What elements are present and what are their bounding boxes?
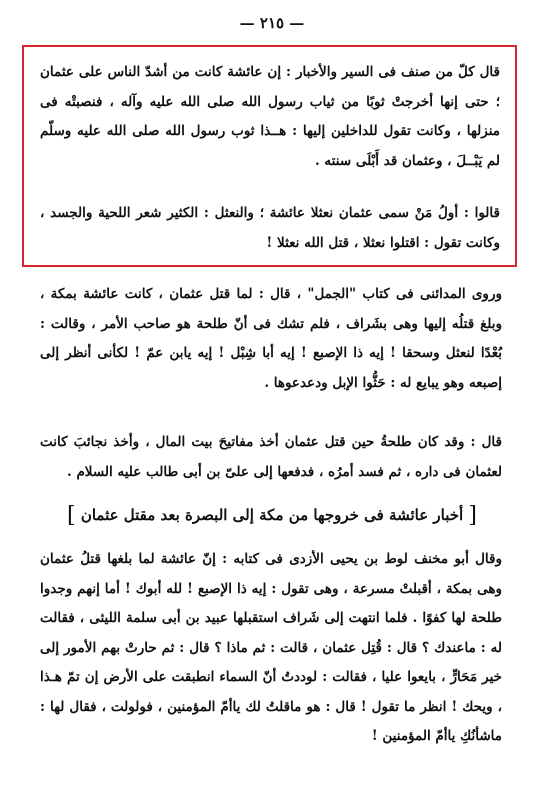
section-heading-text: أخبار عائشة فى خروجها من مكة إلى البصرة بعد مقتل عثمان: [80, 506, 464, 524]
heading-bracket-left: ]: [67, 503, 76, 528]
paragraph-talha: قال : وقد كان طلحةُ حين قتل عثمان أخذ مفاتيحَ بيت المال ، وأخذ نجائبَ كانت لعثمان فى داره ، ثم فسد أمرُه ، فدفعها إلى علىّ بن أبى طالب عليه السلام .: [40, 434, 502, 480]
paragraph-madaini: وروى المدائنى فى كتاب "الجمل" ، قال : لما قتل عثمان ، كانت عائشة بمكة ، وبلغ قتلُه إليها وهى بشَراف ، فلم تشك فى أنّ طلحة هو صاحب الأمر ، وقالت : بُعْدًا لنعثل وسحقا ! إيه ذا الإصبع ! إيه أبا شِبْل ! إيه يابن عمّ ! لكأنى أنظر إلى إصبعه وهو يبايع له : حَثُّوا الإبل ودعدعوها .: [40, 286, 502, 391]
boxed-paragraph-2: قالوا : أولُ مَنْ سمى عثمان نعثلا عائشة ؛ والنعثل : الكثير شعر اللحية والجسد ، وكانت تقول : اقتلوا نعثلا ، قتل الله نعثلا !: [40, 205, 500, 251]
boxed-paragraph-1: قال كلّ من صنف فى السير والأخبار : إن عائشة كانت من أشدّ الناس على عثمان ؛ حتى إنها أخرجتْ ثوبًا من ثياب رسول الله صلى الله عليه وآله ، فنصبتْه فى منزلها ، وكانت تقول للداخلين إليها : هــذا ثوب رسول الله صلى الله عليه وسلّم لم يَبْــلَ ، وعثمان قد أَبْلَى سنته .: [40, 64, 500, 169]
heading-bracket-right: [: [468, 503, 477, 528]
paragraph-abu-mikhnaf: وقال أبو مخنف لوط بن يحيى الأزدى فى كتابه : إنّ عائشة لما بلغها قتلُ عثمان وهى بمكة ، أقبلتْ مسرعة ، وهى تقول : إيه ذا الإصبع ! لله أبوك ! أما إنهم وجدوا طلحة لها كفوًا . فلما انتهت إلى شَراف استقبلها عبيد بن أبى سلمة الليثى ، فقالت له : ماعندك ؟ قال : قُتِل عثمان ، قالت : ثم ماذا ؟ قال : ثم حارتْ بهم الأمور إلى خير مَحَارٍّ ، بايعوا عليا ، فقالت : لوددتُ أنّ السماء انطبقت على الأرض إن تمّ هـذا ، ويحك ! انظر ما تقول ! قال : هو ماقلتُ لك ياأمّ المؤمنين ، فولولت ، فقال لها : ماشأنُكِ ياأمّ المؤمنين !: [40, 551, 502, 744]
page-number: — ٢١٥ —: [239, 14, 305, 32]
section-heading: [0, 503, 544, 528]
